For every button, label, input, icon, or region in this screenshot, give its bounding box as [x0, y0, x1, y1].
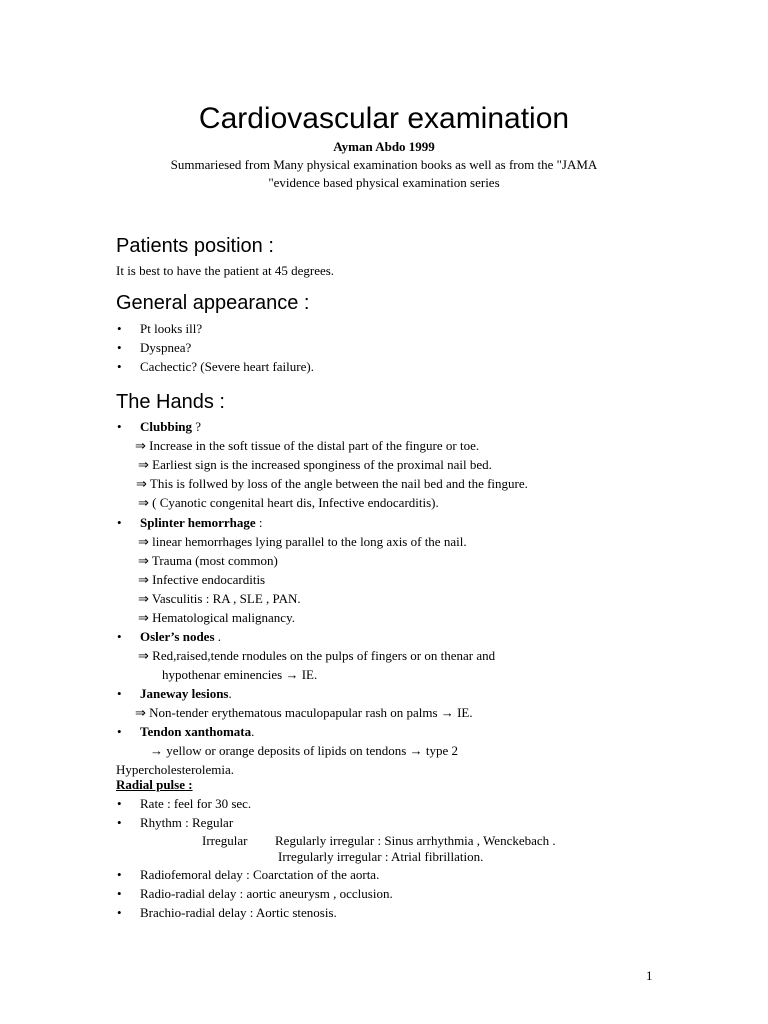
clubbing-point: ⇒ Earliest sign is the increased sponginess of the proximal nail bed. [138, 457, 492, 472]
janeway-label: Janeway lesions [140, 686, 229, 701]
general-appearance-heading: General appearance : [116, 292, 310, 314]
subtitle-line-2: "evidence based physical examination series [268, 175, 500, 190]
list-item: Cachectic? (Severe heart failure). [140, 359, 314, 374]
page-title: Cardiovascular examination [198, 102, 570, 135]
janeway-item [140, 686, 232, 702]
bullet-icon: • [117, 515, 122, 530]
radial-item: Radiofemoral delay : Coarctation of the aorta. [140, 867, 380, 882]
clubbing-suffix: ? [192, 419, 202, 434]
oslers-label: Osler’s nodes [140, 629, 215, 644]
splinter-suffix: : [255, 515, 263, 530]
bullet-icon: • [117, 815, 122, 830]
bullet-icon: • [117, 686, 122, 701]
rhythm-irregularly-irregular: Irregularly irregular : Atrial fibrillation. [278, 849, 484, 864]
bullet-icon: • [117, 796, 122, 811]
splinter-item [140, 515, 263, 531]
tendon-point: → yellow or orange deposits of lipids on tendons → type 2 [150, 743, 458, 758]
bullet-icon: • [117, 724, 122, 739]
oslers-item [140, 629, 221, 645]
clubbing-point: ⇒ Increase in the soft tissue of the distal part of the fingure or toe. [135, 438, 480, 453]
splinter-label: Splinter hemorrhage [140, 515, 256, 530]
tendon-point-continued: Hypercholesterolemia. [116, 762, 235, 777]
bullet-icon: • [117, 340, 122, 355]
splinter-point: ⇒ Vasculitis : RA , SLE , PAN. [138, 591, 301, 606]
author: Ayman Abdo 1999 [333, 139, 435, 154]
rhythm-regularly-irregular: Regularly irregular : Sinus arrhythmia , Wenckebach . [275, 833, 556, 848]
tendon-item [140, 724, 254, 740]
oslers-suffix: . [214, 629, 222, 644]
janeway-point: ⇒ Non-tender erythematous maculopapular rash on palms → IE. [135, 705, 473, 720]
rhythm-irregular-label: Irregular [202, 833, 248, 848]
page-number: 1 [646, 968, 653, 983]
bullet-icon: • [117, 905, 122, 920]
patients-position-heading: Patients position : [116, 235, 274, 257]
tendon-label: Tendon xanthomata [140, 724, 252, 739]
radial-pulse-heading: Radial pulse : [116, 777, 193, 792]
clubbing-point: ⇒ ( Cyanotic congenital heart dis, Infective endocarditis). [138, 495, 439, 510]
radial-item: Brachio-radial delay : Aortic stenosis. [140, 905, 337, 920]
janeway-suffix: . [228, 686, 232, 701]
bullet-icon: • [117, 886, 122, 901]
list-item: Dyspnea? [140, 340, 192, 355]
oslers-point: ⇒ Red,raised,tende rnodules on the pulps of fingers or on thenar and [138, 648, 496, 663]
clubbing-point: ⇒ This is follwed by loss of the angle between the nail bed and the fingure. [136, 476, 528, 491]
radial-rhythm: Rhythm : Regular [140, 815, 234, 830]
list-item: Pt looks ill? [140, 321, 203, 336]
tendon-suffix: . [251, 724, 255, 739]
clubbing-item [140, 419, 201, 435]
patients-position-text: It is best to have the patient at 45 degrees. [116, 263, 335, 278]
splinter-point: ⇒ Infective endocarditis [138, 572, 266, 587]
bullet-icon: • [117, 321, 122, 336]
hands-heading: The Hands : [116, 391, 225, 413]
splinter-point: ⇒ Hematological malignancy. [138, 610, 295, 625]
bullet-icon: • [117, 629, 122, 644]
oslers-point-continued: hypothenar eminencies → IE. [162, 667, 318, 682]
splinter-point: ⇒ Trauma (most common) [138, 553, 278, 568]
radial-rate: Rate : feel for 30 sec. [140, 796, 252, 811]
splinter-point: ⇒ linear hemorrhages lying parallel to the long axis of the nail. [138, 534, 467, 549]
bullet-icon: • [117, 359, 122, 374]
subtitle-line-1: Summariesed from Many physical examination books as well as from the "JAMA [170, 157, 598, 172]
clubbing-label: Clubbing [140, 419, 193, 434]
bullet-icon: • [117, 867, 122, 882]
radial-item: Radio-radial delay : aortic aneurysm , occlusion. [140, 886, 393, 901]
bullet-icon: • [117, 419, 122, 434]
